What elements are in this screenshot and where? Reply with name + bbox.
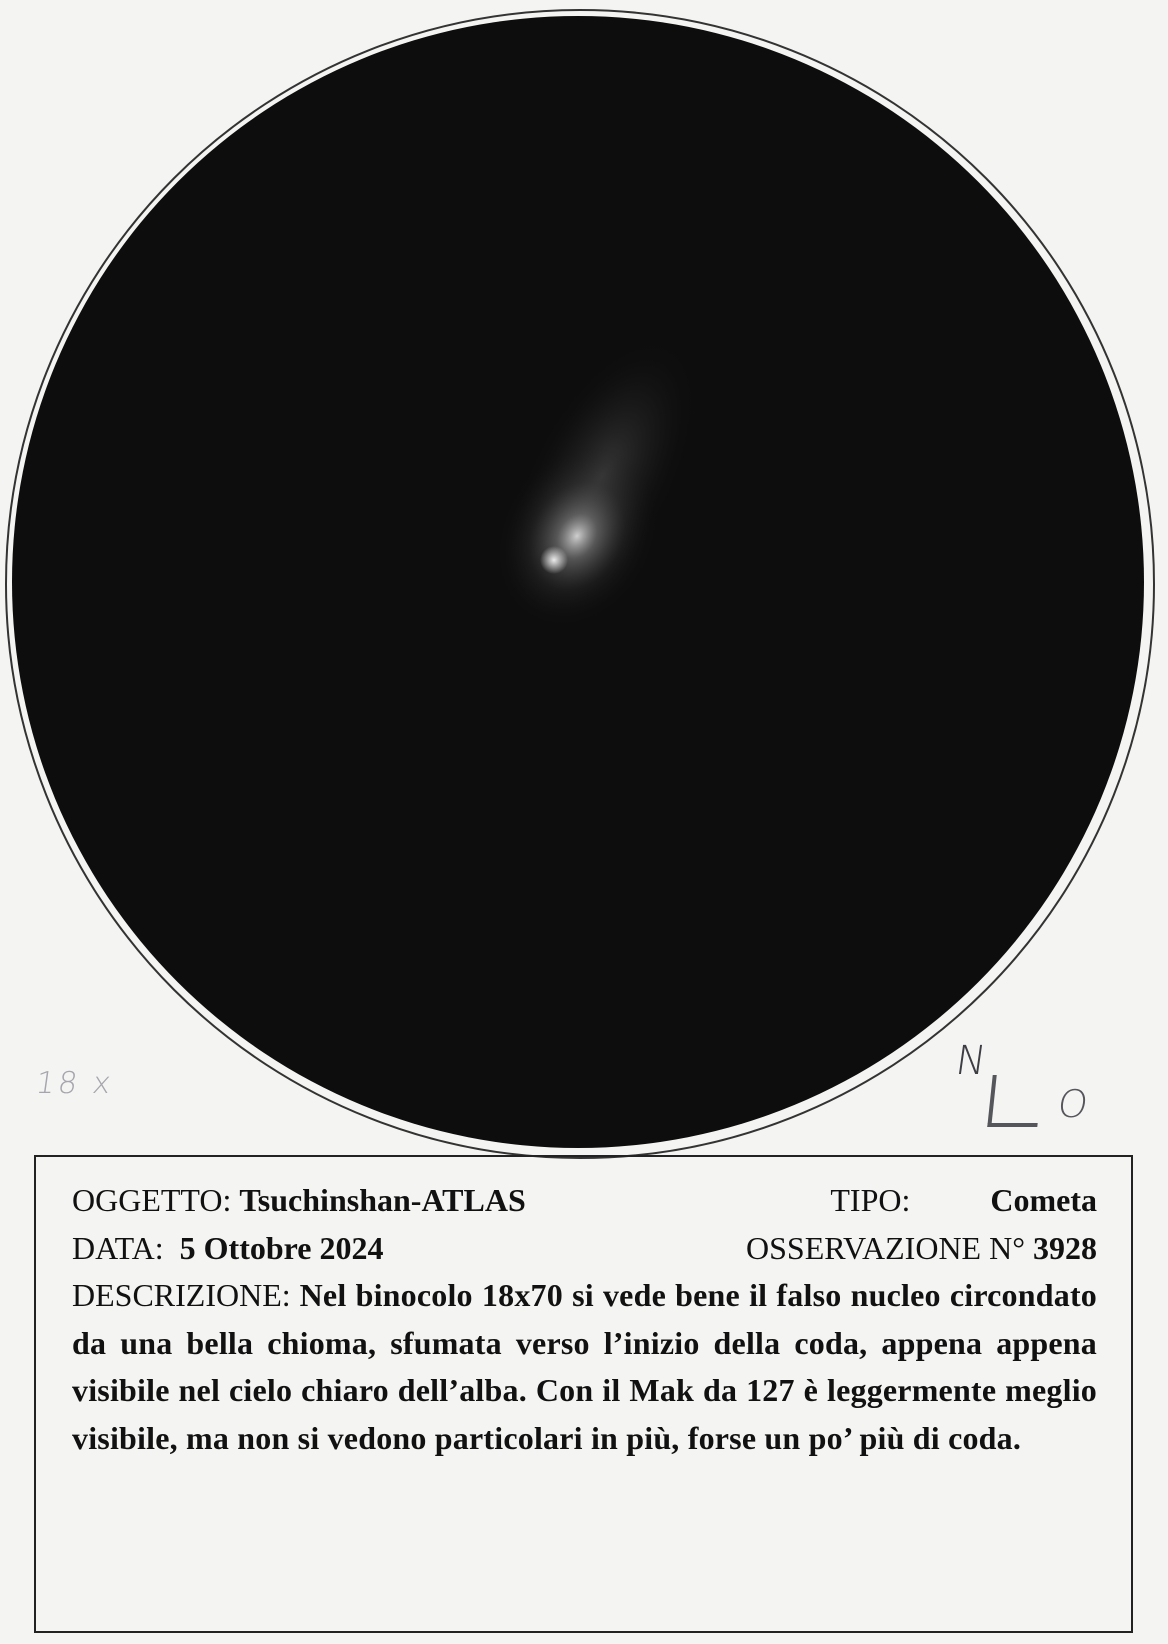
magnification-note: 18 x — [33, 1066, 116, 1101]
object-value: Tsuchinshan-ATLAS — [239, 1182, 526, 1218]
observation-number-value: 3928 — [1033, 1229, 1097, 1266]
observation-info-box — [34, 1155, 1133, 1633]
date-label: DATA: — [72, 1229, 164, 1266]
description-block — [72, 1272, 1097, 1462]
type-label: TIPO: — [830, 1182, 911, 1218]
west-marker: O — [1054, 1082, 1092, 1126]
type-value: Cometa — [990, 1182, 1097, 1218]
object-row — [72, 1177, 1097, 1225]
object-label: OGGETTO: — [72, 1182, 232, 1218]
orientation-arrow — [987, 1075, 1042, 1127]
false-nucleus — [540, 546, 568, 574]
type-field — [830, 1177, 1097, 1225]
date-value: 5 Ottobre 2024 — [179, 1229, 384, 1266]
description-text: Nel binocolo 18x70 si vede bene il falso nucleo circondato da una bella chioma, sfumata verso l’inizio della coda, appena appena visibile nel cielo chiaro dell’alba. Con il Mak da 127 è leggermente meglio visibile, ma non si vedono particolari in più, forse un po’ più di coda. — [72, 1277, 1098, 1456]
observation-number-field — [746, 1225, 1097, 1273]
eyepiece-field-sketch — [2, 6, 1162, 1166]
observation-number-label: OSSERVAZIONE N° — [746, 1229, 1025, 1266]
description-label: DESCRIZIONE: — [72, 1277, 291, 1313]
north-marker: N — [952, 1038, 990, 1084]
object-field — [72, 1177, 526, 1225]
date-field — [72, 1225, 383, 1273]
comet-drawing — [2, 6, 1162, 1166]
date-row — [72, 1225, 1097, 1273]
